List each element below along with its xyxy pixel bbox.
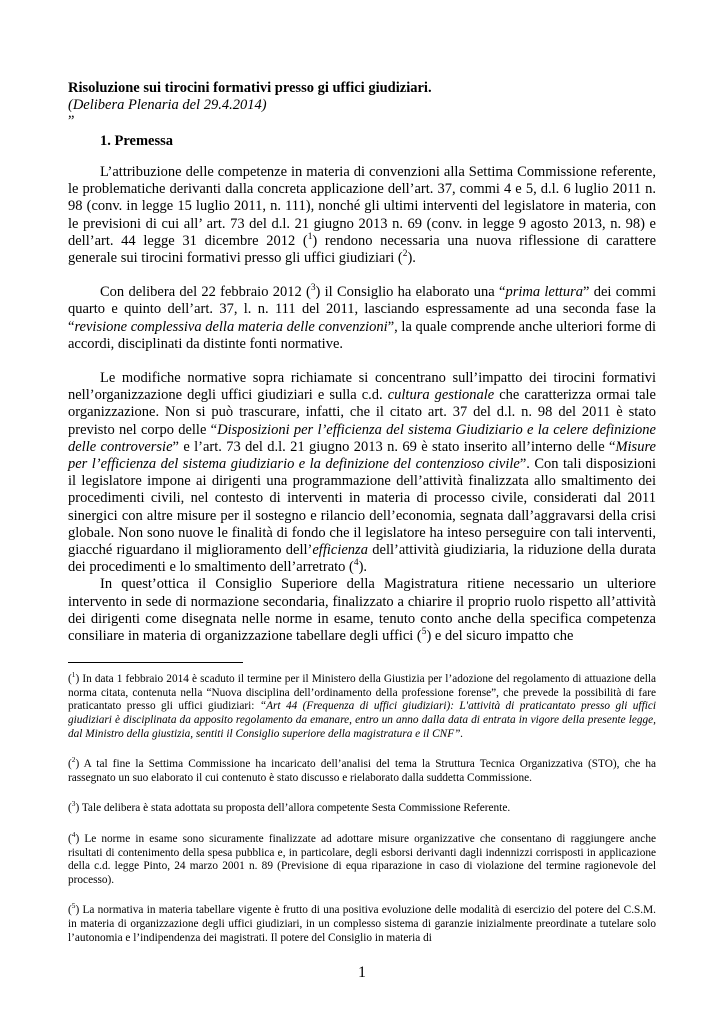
p2-italic-2: revisione complessiva della materia delle convenzioni: [74, 318, 388, 335]
p3-text-b: che caratterizza ormai tale organizzazione. Non si può trascurare, infatti, che il citato art. 37 del d.l. n. 98 del 2011 è stato previsto nel corpo delle “: [68, 387, 656, 438]
footnote-ref-1: 1: [307, 231, 313, 242]
paragraph-2: [68, 284, 656, 353]
p2-text-b: ) il Consiglio ha elaborato una “: [315, 284, 506, 301]
footnote-ref-5: 5: [421, 627, 427, 638]
footnote-ref-2: 2: [402, 249, 408, 260]
paragraph-3: [68, 370, 656, 576]
p2-text-d: ”, la quale comprende anche ulteriori forme di accordi, disciplinati da distinte fonti normative.: [68, 318, 656, 352]
footnote-4-number: 4: [71, 830, 76, 840]
paragraph-gap: [68, 353, 656, 370]
footnote-4: ($^4$) Le norme in esame sono sicuramente finalizzate ad adottare misure organizzative che consentano di raggiungere anche risultati di contenimento della spesa pubblica e, in particolare, degli esborsi derivanti dagli indennizzi corrisposti in applicazione della c.d. legge Pinto, 24 marzo 2001 n. 89 (Previsione di equa riparazione in caso di violazione del termine ragionevole del processo).: [68, 830, 656, 886]
p1-text-a: L’attribuzione delle competenze in materia di convenzioni alla Settima Commissione referente, le problematiche derivanti dalla concreta applicazione dell’art. 37, commi 4 e 5, d.l. 6 luglio 2011 n. 98 (conv. in legge 15 luglio 2011, n. 111), nonché gli ultimi interventi del legislatore in materia, con le previsioni di cui all’ art. 73 del d.l. 21 giugno 2013 n. 69 (conv. in legge 9 agosto 2013, n. 98) e dell’art. 44 legge 31 dicembre 2012 (: [68, 164, 656, 249]
p4-text-b: ) e del sicuro impatto che: [426, 628, 574, 645]
footnote-5: ($^5$) La normativa in materia tabellare vigente è frutto di una positiva evoluzione delle modalità di esercizio del potere del C.S.M. in materia di organizzazione degli uffici giudiziari, in un complesso sistema di garanzie inizialmente preordinate a tutelare solo l’autonomia e l’indipendenza dei magistrati. Il potere del Consiglio in materia di: [68, 901, 656, 944]
p3-text-a: Le modifiche normative sopra richiamate si concentrano sull’impatto dei tirocini formativi nell’organizzazione degli uffici giudiziari e sulla c.d.: [68, 370, 656, 404]
paragraph-1: [68, 164, 656, 267]
footnote-3-text: Tale delibera è stata adottata su proposta dell’allora competente Sesta Commissione Referente.: [79, 802, 511, 815]
footnote-2-text: A tal fine la Settima Commissione ha incaricato dell’analisi del tema la Struttura Tecnica Organizzativa (STO), che ha rassegnato un suo elaborato il cui contenuto è stato discusso e rielaborato dalla suddetta Commissione.: [68, 758, 656, 784]
p4-text-a: In quest’ottica il Consiglio Superiore della Magistratura ritiene necessario un ulteriore intervento in sede di normazione secondaria, finalizzato a chiarire il proprio ruolo rispetto all’attività dei dirigenti come disegnata nelle norme in esame, tenuto conto anche della specifica competenza consiliare in materia di organizzazione tabellare degli uffici (: [68, 576, 656, 645]
paragraph-4: [68, 576, 656, 645]
p3-italic-3: Misure per l’efficienza del sistema giudiziario e la definizione del contenzioso civile: [68, 438, 656, 473]
footnote-1-number: 1: [71, 670, 76, 680]
p2-text-c: ” dei commi quarto e quinto dell’art. 37, l. n. 111 del 2011, lasciando espressamente ad una seconda fase la “: [68, 284, 656, 335]
p3-italic-2: Disposizioni per l’efficienza del sistema Giudiziario e la celere definizione delle controversie: [68, 421, 656, 455]
footnote-3-number: 3: [71, 799, 76, 809]
footnote-5-number: 5: [71, 901, 76, 911]
p3-text-f: ).: [358, 559, 368, 576]
p2-text-a: Con delibera del 22 febbraio 2012 (: [100, 284, 311, 301]
p3-text-e: dell’attività giudiziaria, la riduzione della durata dei procedimenti e lo smaltimento dell’arretrato (: [68, 542, 656, 576]
footnote-5-text: La normativa in materia tabellare vigente è frutto di una positiva evoluzione delle modalità di esercizio del potere del C.S.M. in materia di organizzazione degli uffici giudiziari, in un complesso sistema di garanzie inizialmente preordinate a tutelare solo l’autonomia e l’indipendenza dei magistrati. Il potere del Consiglio in materia di: [68, 904, 656, 944]
footnote-separator: [68, 662, 243, 663]
paragraph-gap: [68, 267, 656, 284]
document-page: [68, 80, 656, 962]
quote-mark: ”: [68, 113, 75, 129]
page-number: 1: [358, 964, 366, 981]
footnote-3: ($^3$) Tale delibera è stata adottata su proposta dell’allora competente Sesta Commissione Referente.: [68, 799, 511, 815]
p3-text-d: ”. Con tali disposizioni il legislatore impone ai dirigenti una programmazione dell’attività finalizzata allo smaltimento dei procedimenti civili, nel contesto di interventi in materia di processo civile, considerati dal 2011 sinergici con altre misure per il sostegno e rilancio dell’economia, segnata dall’aggravarsi della crisi globale. Non sono nuove le finalità di fondo che il legislatore ha inteso perseguire con tali interventi, giacché riguardano il miglioramento dell’: [68, 456, 656, 559]
p1-text-b: ) rendono necessaria una nuova riflessione di carattere generale sui tirocini formativi presso gli uffici giudiziari (: [68, 232, 657, 267]
footnote-1-text: In data 1 febbraio 2014 è scaduto il termine per il Ministero della Giustizia per l’adozione del regolamento di attuazione della norma citata, contenuta nella “Nuova disciplina dell’ordinamento della professione forense”, che prevede la possibilità di fare praticantato presso gli uffici giudiziari:: [68, 673, 656, 713]
footnote-1: ($^1$) In data 1 febbraio 2014 è scaduto il termine per il Ministero della Giustizia per l’adozione del regolamento di attuazione della norma citata, contenuta nella “Nuova disciplina dell’ordinamento della professione forense”, che prevede la possibilità di fare praticantato presso gli uffici giudiziari: “Art 44 (Frequenza di uffici giudiziari): L'attività di praticantato presso gli uffici giudiziari è disciplinata da apposito regolamento da emanare, entro un anno dalla data di entrata in vigore della presente legge, dal Ministro della giustizia, sentiti il Consiglio superiore della magistratura e il CNF”.: [68, 670, 656, 740]
p3-italic-4: efficienza: [312, 542, 368, 559]
p3-italic-1: cultura gestionale: [387, 387, 495, 404]
p1-text-c: ).: [407, 250, 416, 267]
footnote-2: ($^2$) A tal fine la Settima Commissione ha incaricato dell’analisi del tema la Struttura Tecnica Organizzativa (STO), che ha rassegnato un suo elaborato il cui contenuto è stato discusso e rielaborato dalla suddetta Commissione.: [68, 755, 656, 784]
p2-italic-1: prima lettura: [505, 284, 584, 301]
footnote-ref-3: 3: [310, 283, 316, 294]
section-heading: 1. Premessa: [100, 133, 174, 149]
p3-text-c: ” e l’art. 73 del d.l. 21 giugno 2013 n. 69 è stato inserito all’interno delle “: [172, 438, 616, 455]
footnote-4-text: Le norme in esame sono sicuramente finalizzate ad adottare misure organizzative che consentano di raggiungere anche risultati di contenimento della spesa pubblica e, in particolare, degli esborsi derivanti dagli indennizzi corrisposti in applicazione della c.d. legge Pinto, 24 marzo 2001 n. 89 (Previsione di equa riparazione in caso di violazione del termine ragionevole del processo).: [68, 833, 656, 886]
document-title: Risoluzione sui tirocini formativi presso gi uffici giudiziari.: [68, 80, 432, 96]
document-subtitle: (Delibera Plenaria del 29.4.2014): [68, 97, 267, 113]
footnote-1-italic: “Art 44 (Frequenza di uffici giudiziari): L'attività di praticantato presso gli uffici giudiziari è disciplinata da apposito regolamento da emanare, entro un anno dalla data di entrata in vigore della presente legge, dal Ministro della giustizia, sentiti il Consiglio superiore della magistratura e il CNF”.: [68, 700, 656, 740]
footnote-ref-4: 4: [353, 558, 359, 569]
footnote-2-number: 2: [71, 755, 76, 765]
